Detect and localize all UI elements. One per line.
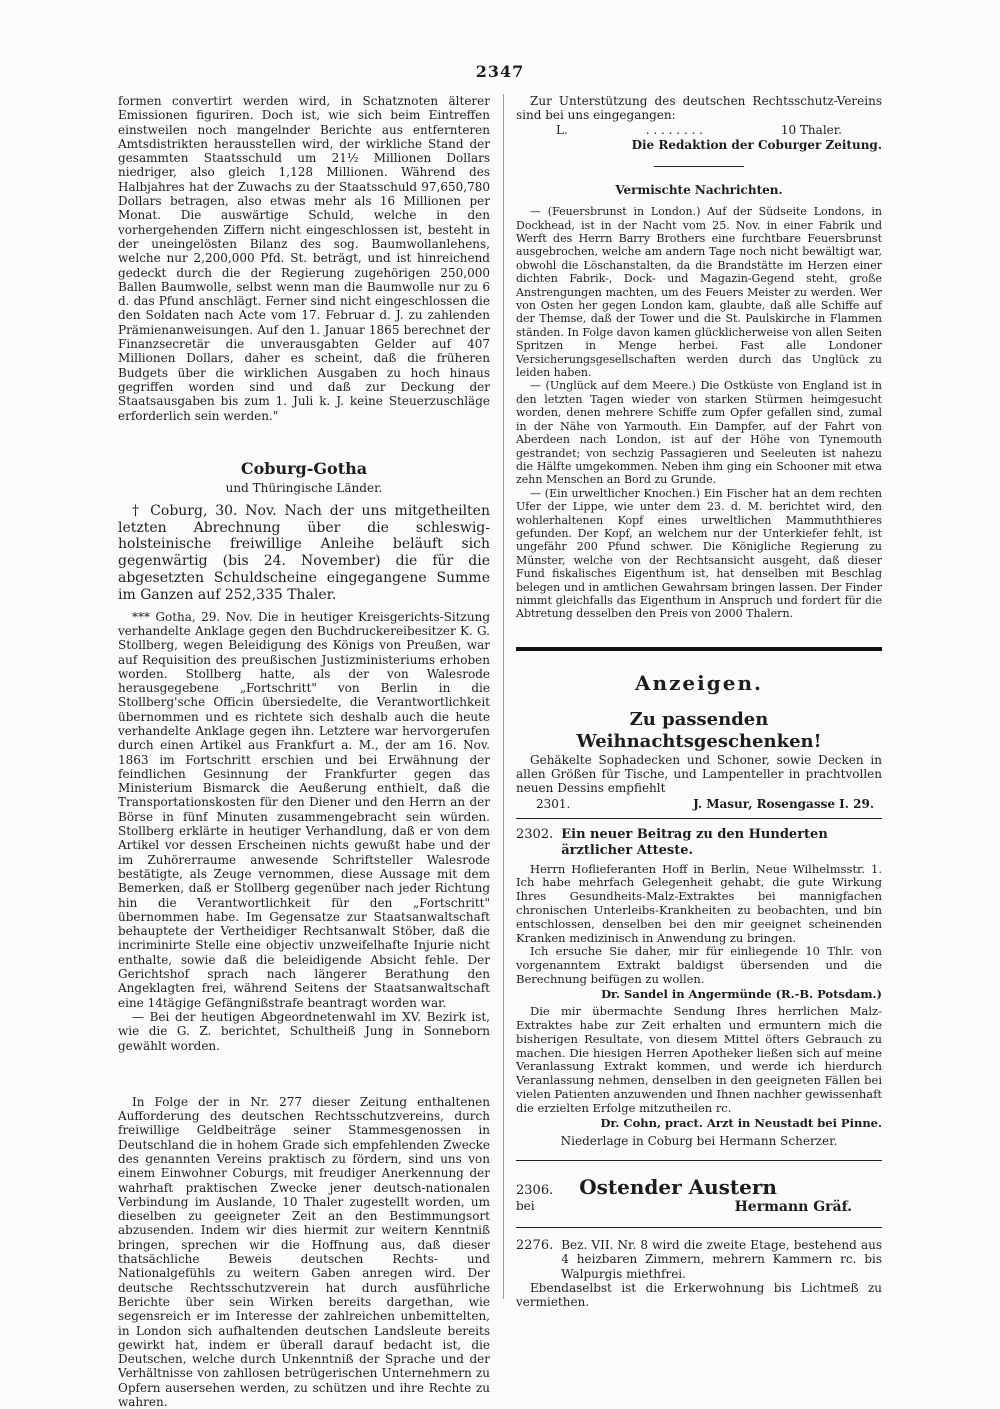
section-subtitle: und Thüringische Länder. <box>225 480 383 495</box>
ad1-body: Gehäkelte Sophadecken und Schoner, sowie Decken in allen Größen für Tische, und Lampenteller in prachtvollen neuen Dessins empfiehlt <box>516 752 882 796</box>
ad3-footer <box>516 1199 882 1215</box>
redaktion-signature: Die Redaktion der Coburger Zeitung. <box>631 137 882 152</box>
page-number: 2347 <box>475 62 525 81</box>
ad4-body: Bez. VII. Nr. 8 wird die zweite Etage, bestehend aus 4 heizbaren Zimmern, mehrern Kammern rc. bis Walpurgis miethfrei. <box>561 1238 882 1281</box>
unglueck-article: — (Unglück auf dem Meere.) Die Ostküste von England ist in den letzten Tagen wieder von starken Stürmen heimgesucht worden, denen mehrere Schiffe zum Opfer gefallen sind, zumal in der Nähe von Yarmouth. Ein Dampfer, auf der Fahrt von Aberdeen nach London, ist auf der Höhe von Tynemouth gestrandet; von sechzig Passagieren und Seeleuten ist nahezu die Hälfte umgekommen. Neben ihm ging ein Schooner mit etwa zehn Menschen an Bord zu Grunde. <box>516 379 882 487</box>
ad2-niederlage: Niederlage in Coburg bei Hermann Scherzer. <box>560 1133 838 1148</box>
ad3-name: Hermann Gräf. <box>734 1199 852 1216</box>
ad3-title: Ostender Austern <box>579 1175 777 1200</box>
ad2-letter-3: Die mir übermachte Sendung Ihres herrlichen Malz-Extraktes habe zur Zeit erhalten und ermuntern mich die bisherigen Resultate, von diesem Mittel öfters Gebrauch zu machen. Die hiesigen Herren Apotheker ließen sich auf meine Veranlassung Extrakt kommen, und werde ich hierdurch Veranlassung nehmen, denselben in den geeigneten Fällen bei vielen Patienten anzuwenden und Ihnen nachher gewissenhaft die erzielten Erfolge mitzutheilen rc. <box>516 1004 882 1115</box>
ad1-number: 2301. <box>536 796 571 811</box>
ad3-number: 2306. <box>516 1183 554 1199</box>
column-separator <box>503 94 504 1299</box>
election-article: — Bei der heutigen Abgeordnetenwahl im XV. Bezirk ist, wie die G. Z. berichtet, Schultheiß Jung in Sonneborn gewählt worden. <box>118 1009 490 1053</box>
ad2-title: Ein neuer Beitrag zu den Hunderten ärztlicher Atteste. <box>561 826 828 858</box>
ad2-signature-1: Dr. Sandel in Angermünde (R.-B. Potsdam.) <box>601 986 882 1001</box>
support-line: Zur Unterstützung des deutschen Rechtsschutz-Vereins sind bei uns eingegangen: <box>516 94 882 123</box>
ad3-bei: bei <box>516 1199 535 1214</box>
ad2-letter-2: Ich ersuche Sie daher, mir für einliegende 10 Thlr. von vorgenanntem Extrakt baldigst übersenden und die Berechnung beifügen zu wollen. <box>516 944 882 987</box>
ad4 <box>516 1238 882 1281</box>
rechtsschutz-article: In Folge der in Nr. 277 dieser Zeitung enthaltenen Aufforderung des deutschen Rechtsschutzvereins, durch freiwillige Geldbeiträge seiner Stammesgenossen in Deutschland die in hohem Grade sich empfehlenden Zwecke des genannten Vereins praktisch zu fördern, sind uns von einem Einwohner Coburgs, mit freudiger Anerkennung der wahrhaft praktischen Zwecke jener deutsch-nationalen Verbindung im Auslande, 10 Thaler zugestellt worden, um dieselben zu geeigneter Zeit an den Bestimmungsort abzusenden. Indem wir dies hiermit zur weitern Kenntniß bringen, sprechen wir die Hoffnung aus, daß dieser thatsächliche Beweis deutschen Rechts- und Nationalgefühls zu weitern Gaben anregen wird. Der deutsche Rechtsschutzverein hat durch ausführliche Berichte über sein Wirken bereits dargethan, wie segensreich er im Interesse der zahlreichen unbemittelten, in London sich aufhaltenden deutschen Landsleute bereits gewirkt hat, indem er überall darauf bedacht ist, die Deutschen, welche durch Unkenntniß der Sprache und der Verhältnisse von zahllosen betrügerischen Unternehmern zu Opfern ausersehen werden, zu schützen und ihre Rechte zu wahren. <box>118 1094 490 1409</box>
left-column <box>118 94 490 1409</box>
ad3-header <box>516 1175 882 1199</box>
ad1-signature: J. Masur, Rosengasse I. 29. <box>693 796 874 811</box>
donation-row <box>516 123 882 138</box>
ad1-footer <box>516 796 882 812</box>
coburg-article: † Coburg, 30. Nov. Nach der uns mitgetheilten letzten Abrechnung über die schleswig-holsteinische freiwillige Anleihe beläuft sich gegenwärtig (bis 24. November) die für die abgesetzten Schuldscheine eingegangene Summe im Ganzen auf 252,335 Thaler. <box>118 502 490 603</box>
right-column <box>516 94 882 1310</box>
gotha-article: *** Gotha, 29. Nov. Die in heutiger Kreisgerichts-Sitzung verhandelte Anklage gegen den Buchdruckereibesitzer K. G. Stollberg, wegen Beleidigung des Königs von Preußen, war auf Requisition des preußischen Justizministeriums erhoben worden. Stollberg hatte, als der von Walesrode herausgegebene „Fortschritt" von Berlin in die Stollberg'sche Officin übersiedelte, die Verantwortlichkeit übernommen und es richtete sich deshalb auch die heute verhandelte Anklage gegen ihn. Letztere war hervorgerufen durch einen Artikel aus Frankfurt a. M., der am 16. Nov. 1863 im Fortschritt erschien und bei Erwähnung der feindlichen Gesinnung der Frankfurter gegen das Ministerium Bismarck die Aeußerung enthielt, daß die Transportationskosten für den Diener und den Herrn an der Börse in fünf Minuten zusammengebracht sein würden. Stollberg erklärte in heutiger Verhandlung, daß er von dem Artikel vor dessen Erscheinen nichts gewußt habe und der im Zuhörerraume anwesende Schriftsteller Walesrode bestätigte, als Zeuge vernommen, diese Aussage mit dem Bemerken, daß er Stollberg gegenüber nach jeder Richtung hin die Verantwortlichkeit für den „Fortschritt" übernommen habe. Im Gegensatze zur Staatsanwaltschaft behauptete der Vertheidiger Rechtsanwalt Stöber, daß die incriminirte Stelle eine objectiv unzweifelhafte Injurie nicht enthalte, sowie daß die beleidigende Absicht fehle. Der Gerichtshof sprach nach längerer Berathung den Angeklagten frei, während Seitens der Staatsanwaltschaft eine 14tägige Gefängnißstrafe beantragt worden war. <box>118 609 490 1010</box>
ad4-body-2: Ebendaselbst ist die Erkerwohnung bis Lichtmeß zu vermiethen. <box>516 1281 882 1310</box>
ad2-number: 2302. <box>516 826 554 842</box>
anzeigen-title: Anzeigen. <box>635 670 763 695</box>
ad2-letter-1: Herrn Hoflieferanten Hoff in Berlin, Neue Wilhelmsstr. 1. Ich habe mehrfach Gelegenheit gehabt, die gute Wirkung Ihres Gesundheits-Malz-Extraktes bei mannigfachen chronischen Unterleibs-Krankheiten zu beobachten, und bin entschlossen, denselben bei den mir geeignet scheinenden Kranken medizinisch in Anwendung zu bringen. <box>516 861 882 945</box>
knochen-article: — (Ein urweltlicher Knochen.) Ein Fischer hat an dem rechten Ufer der Lippe, wie unter dem 23. d. M. berichtet wird, den wohlerhaltenen Kopf eines urweltlichen Mammuththieres gefunden. Der Kopf, an welchem nur der Unterkiefer fehlt, ist ungefähr 200 Pfund schwer. Die Königliche Regierung zu Münster, welche von der Rechtsansicht ausgeht, daß dieser Fund fiskalisches Eigenthum ist, hat denselben mit Beschlag belegen und in amtlichen Gewahrsam bringen lassen. Der Finder nimmt gleichfalls das Eigenthum in Anspruch und fordert für die Abtretung desselben den Preis von 2000 Thalern. <box>516 486 882 621</box>
donation-dots: . . . . . . . . <box>645 122 703 137</box>
section-title: Coburg-Gotha <box>240 458 368 478</box>
feuer-article: — (Feuersbrunst in London.) Auf der Südseite Londons, in Dockhead, ist in der Nacht vom 25. Nov. in einer Fabrik und Werft des Herrn Barry Brothers eine furchtbare Feuersbrunst ausgebrochen, welche am andern Tage noch nicht bewältigt war, obwohl die Löschanstalten, da die Brandstätte im Herzen einer dichten Fabrik-, Dock- und Magazin-Gegend steht, große Anstrengungen machten, um des Feuers Meister zu werden. Wer von Osten her gegen London kam, glaubte, daß alle Schiffe auf der Themse, daß der Tower und die St. Paulskirche in Flammen ständen. In Folge davon kamen glücklicherweise von allen Seiten Spritzen in Menge herbei. Fast alle Londoner Versicherungsgesellschaften werden durch das Unglück zu leiden haben. <box>516 205 882 380</box>
donation-amount: 10 Thaler. <box>780 122 842 137</box>
donation-label: L. <box>556 122 568 137</box>
vermischte-title: Vermischte Nachrichten. <box>615 182 783 197</box>
ad2-signature-2: Dr. Cohn, pract. Arzt in Neustadt bei Pinne. <box>600 1115 882 1130</box>
finance-paragraph: formen convertirt werden wird, in Schatznoten älterer Emissionen figuriren. Doch ist, wie sich beim Eintreffen einstweilen noch mangelnder Berichte aus entfernteren Amtsdistrikten herausstellen wird, der wirkliche Stand der gesammten Staatsschuld um 21½ Millionen Dollars niedriger, also gleich 1,128 Millionen. Während des Halbjahres hat der Zuwachs zu der Staatsschuld 97,650,780 Dollars betragen, also etwas mehr als 16 Millionen per Monat. Die auswärtige Schuld, welche in den vorhergehenden Ziffern nicht eingeschlossen ist, besteht in der uneingelösten Bilanz des sog. Baumwollanlehens, welche nur 2,200,000 Pfd. St. beträgt, und ist hinreichend gedeckt durch die der Regierung zugehörigen 250,000 Ballen Baumwolle, selbst wenn man die Baumwolle nur zu 6 d. das Pfund anschlägt. Ferner sind nicht eingeschlossen die den Soldaten nach Acte vom 17. Februar d. J. zu zahlenden Prämienanweisungen. Auf den 1. Januar 1865 berechnet der Finanzsecretär die unverausgabten Gelder auf 407 Millionen Dollars, daher es scheint, daß die früheren Budgets über die wirklichen Ausgaben zu hoch hinaus gegriffen worden sind und daß zur Deckung der Staatsausgaben bis zum 1. Juli k. J. keine Steuerzuschläge erforderlich sein werden." <box>118 94 490 423</box>
ad1-title: Zu passenden Weihnachtsgeschenken! <box>576 708 822 752</box>
ad4-number: 2276. <box>516 1238 554 1254</box>
ad2-header <box>516 827 882 859</box>
